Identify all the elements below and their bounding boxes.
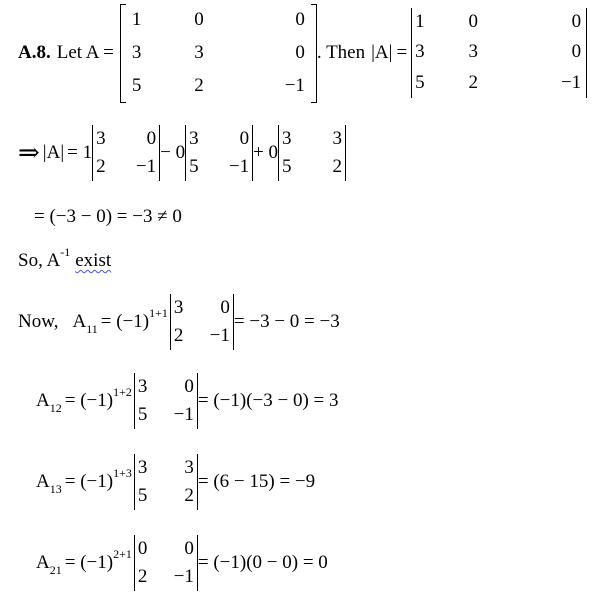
- det-cell: 2: [96, 156, 106, 177]
- det-bar-left: [185, 125, 186, 181]
- matrix-cell: 1: [131, 9, 142, 30]
- cofactor-result: = (−1)(−3 − 0) = 3: [197, 390, 339, 411]
- det-cell: −1: [173, 566, 194, 587]
- cofactor-line: [36, 531, 328, 595]
- det-bar-left: [92, 125, 93, 181]
- inverse-exists-line: [18, 244, 112, 275]
- cofactor-result: = (6 − 15) = −9: [197, 471, 316, 492]
- so-text: So, A: [18, 250, 61, 271]
- det-cell: 5: [189, 156, 199, 177]
- det-cell: 5: [282, 156, 292, 177]
- det-cell: −1: [560, 71, 582, 93]
- result-text: = (−3 − 0) = −3 ≠ 0: [34, 206, 182, 227]
- det-cell: 0: [146, 128, 157, 149]
- sign-factor: = (−1): [64, 471, 114, 492]
- right-bracket: [311, 4, 317, 103]
- det-cell: 3: [137, 376, 148, 397]
- det-cell: 3: [415, 40, 425, 62]
- determinant-a: [411, 8, 587, 98]
- det-cell: 3: [137, 457, 148, 478]
- problem-statement-line: [18, 5, 587, 101]
- det-cell: 0: [184, 376, 194, 397]
- det-cell: 3: [189, 128, 199, 149]
- cofactor-line: [36, 450, 315, 514]
- det-cell: −1: [209, 325, 230, 346]
- cofactor-subscript: 21: [49, 562, 62, 577]
- cofactor-symbol: A: [36, 390, 50, 411]
- inverse-exponent: -1: [60, 244, 71, 259]
- minor-det-2: [185, 125, 253, 181]
- matrix-cell: 3: [194, 42, 204, 63]
- cofactor-subscript: 13: [49, 481, 62, 496]
- det-cell: 5: [137, 485, 148, 506]
- sign-factor: = (−1): [100, 311, 150, 332]
- det-cell: 3: [96, 128, 106, 149]
- cofactor-line: [36, 369, 339, 433]
- det-bar-right: [586, 8, 587, 98]
- det-cell: 0: [239, 128, 250, 149]
- matrix-cell: 0: [194, 9, 204, 30]
- det-cell: 5: [137, 404, 148, 425]
- det-bar-right: [197, 373, 198, 429]
- det-cell: 2: [137, 566, 148, 587]
- det-cell: 2: [468, 71, 478, 93]
- minor-det: [170, 294, 234, 350]
- minor-det: [134, 454, 198, 510]
- minor-det-1: [92, 125, 160, 181]
- sign-exponent: 1+2: [113, 384, 132, 399]
- det-bar-right: [159, 125, 160, 181]
- det-bar-right: [233, 294, 234, 350]
- det-cell: 2: [184, 485, 194, 506]
- matrix-cell: 2: [194, 75, 204, 96]
- let-text: Let A =: [56, 42, 114, 63]
- cofactor-symbol: A: [36, 471, 50, 492]
- problem-label: A.8.: [18, 42, 51, 63]
- det-cell: 0: [571, 40, 582, 62]
- coef-term-1: = 1: [67, 142, 93, 163]
- implies-symbol: ⇒: [18, 138, 40, 167]
- det-bar-left: [170, 294, 171, 350]
- det-cell: 3: [173, 297, 184, 318]
- cofactor-symbol: A: [72, 311, 87, 332]
- det-bar-right: [345, 125, 346, 181]
- det-bar-left: [134, 535, 135, 591]
- det-bar-right: [252, 125, 253, 181]
- sign-exponent: 2+1: [113, 546, 132, 561]
- det-cell: −1: [173, 404, 194, 425]
- det-cell: 3: [332, 128, 343, 149]
- det-cell: 0: [184, 538, 194, 559]
- det-a-symbol: |A|: [42, 142, 65, 163]
- cofactor-line: [18, 290, 340, 354]
- exist-word: exist: [75, 250, 112, 271]
- matrix-cell: 3: [131, 42, 142, 63]
- matrix-cell: 0: [295, 42, 305, 63]
- det-cell: 0: [468, 11, 478, 32]
- det-cell: 1: [415, 11, 425, 32]
- det-cell: 2: [173, 325, 184, 346]
- matrix-cell: −1: [284, 75, 305, 96]
- cofactor-subscript: 11: [86, 321, 98, 336]
- cofactor-symbol: A: [36, 552, 50, 573]
- det-cell: −1: [228, 156, 250, 177]
- coef-term-3: + 0: [253, 142, 279, 163]
- det-a-symbol: |A|: [371, 42, 393, 63]
- cofactor-subscript: 12: [49, 400, 62, 415]
- coef-term-2: − 0: [160, 142, 186, 163]
- det-bar-left: [411, 8, 412, 98]
- det-bar-right: [197, 535, 198, 591]
- then-text: . Then: [316, 42, 366, 63]
- sign-factor: = (−1): [64, 552, 114, 573]
- result-line: [34, 203, 182, 231]
- det-cell: 0: [220, 297, 230, 318]
- sign-factor: = (−1): [64, 390, 114, 411]
- now-text: Now,: [18, 311, 59, 332]
- det-cell: 0: [137, 538, 148, 559]
- minor-det: [134, 535, 198, 591]
- equals-sign: =: [396, 42, 408, 63]
- det-cell: 5: [415, 71, 425, 93]
- det-bar-left: [278, 125, 279, 181]
- expansion-line: [18, 121, 346, 185]
- det-cell: 3: [184, 457, 194, 478]
- matrix-cell: 5: [131, 75, 142, 96]
- matrix-a: [120, 4, 317, 103]
- cofactor-result: = −3 − 0 = −3: [233, 311, 340, 332]
- det-bar-left: [134, 373, 135, 429]
- det-bar-left: [134, 454, 135, 510]
- matrix-cell: 0: [295, 9, 305, 30]
- left-bracket: [120, 4, 126, 103]
- det-cell: 0: [571, 11, 582, 32]
- det-cell: 3: [468, 40, 478, 62]
- cofactor-result: = (−1)(0 − 0) = 0: [197, 552, 328, 573]
- det-cell: 2: [332, 156, 343, 177]
- det-cell: −1: [135, 156, 157, 177]
- minor-det-3: [278, 125, 346, 181]
- minor-det: [134, 373, 198, 429]
- det-cell: 3: [282, 128, 292, 149]
- sign-exponent: 1+3: [113, 465, 132, 480]
- sign-exponent: 1+1: [149, 305, 168, 320]
- det-bar-right: [197, 454, 198, 510]
